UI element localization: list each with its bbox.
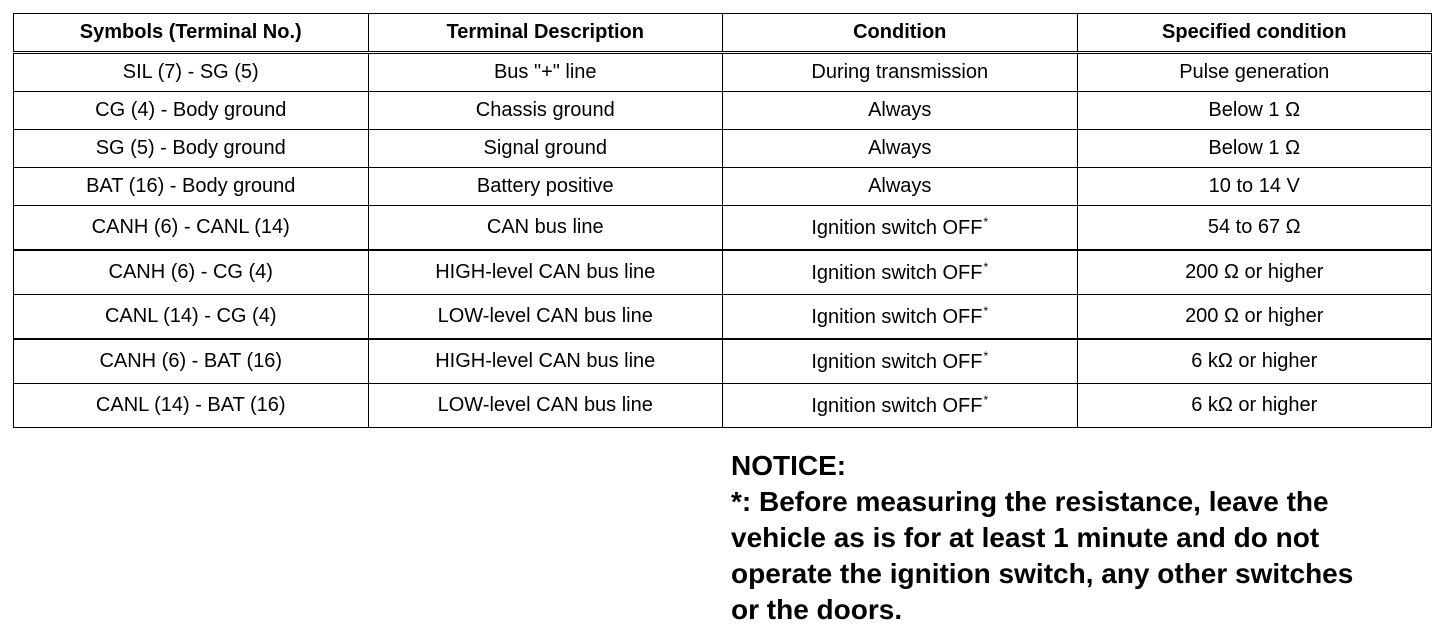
table-row	[14, 168, 1432, 206]
cell-description: HIGH-level CAN bus line	[368, 339, 723, 384]
cell-symbol: CANH (6) - CANL (14)	[14, 206, 369, 251]
footnote-marker: *	[983, 349, 989, 363]
table-header-row	[14, 14, 1432, 53]
condition-text: Ignition switch OFF	[811, 351, 983, 373]
cell-condition	[723, 130, 1078, 168]
cell-condition	[723, 384, 1078, 428]
footnote-marker: *	[983, 304, 989, 318]
cell-description: Signal ground	[368, 130, 723, 168]
cell-symbol: SG (5) - Body ground	[14, 130, 369, 168]
notice-line: *: Before measuring the resistance, leave the	[731, 486, 1329, 517]
cell-description: LOW-level CAN bus line	[368, 295, 723, 340]
terminal-spec-table	[13, 13, 1432, 428]
cell-symbol: CANH (6) - CG (4)	[14, 250, 369, 295]
cell-specified: 10 to 14 V	[1077, 168, 1432, 206]
footnote-marker: *	[983, 393, 989, 407]
cell-description: Chassis ground	[368, 92, 723, 130]
cell-symbol: CANL (14) - CG (4)	[14, 295, 369, 340]
cell-condition	[723, 339, 1078, 384]
header-symbols: Symbols (Terminal No.)	[14, 14, 369, 53]
cell-description: HIGH-level CAN bus line	[368, 250, 723, 295]
notice-line: vehicle as is for at least 1 minute and do not	[731, 522, 1320, 553]
cell-description: Bus "+" line	[368, 53, 723, 92]
condition-text: Always	[868, 99, 932, 121]
cell-specified: 54 to 67 Ω	[1077, 206, 1432, 251]
cell-symbol: CG (4) - Body ground	[14, 92, 369, 130]
table-row	[14, 53, 1432, 92]
cell-specified: Pulse generation	[1077, 53, 1432, 92]
cell-condition	[723, 295, 1078, 340]
condition-text: Ignition switch OFF	[811, 262, 983, 284]
cell-condition	[723, 206, 1078, 251]
footnote-marker: *	[983, 260, 989, 274]
cell-specified: 6 kΩ or higher	[1077, 339, 1432, 384]
cell-condition	[723, 53, 1078, 92]
cell-condition	[723, 168, 1078, 206]
cell-symbol: CANH (6) - BAT (16)	[14, 339, 369, 384]
notice-title: NOTICE:	[731, 450, 847, 481]
cell-specified: Below 1 Ω	[1077, 92, 1432, 130]
cell-symbol: BAT (16) - Body ground	[14, 168, 369, 206]
condition-text: Always	[868, 137, 932, 159]
table-row	[14, 206, 1432, 251]
cell-condition	[723, 250, 1078, 295]
cell-specified: 200 Ω or higher	[1077, 250, 1432, 295]
notice-block	[731, 448, 1431, 628]
condition-text: Always	[868, 175, 932, 197]
cell-description: CAN bus line	[368, 206, 723, 251]
cell-symbol: CANL (14) - BAT (16)	[14, 384, 369, 428]
condition-text: Ignition switch OFF	[811, 395, 983, 417]
cell-condition	[723, 92, 1078, 130]
cell-specified: 6 kΩ or higher	[1077, 384, 1432, 428]
notice-line: or the doors.	[731, 594, 903, 625]
table-row	[14, 250, 1432, 295]
header-condition: Condition	[723, 14, 1078, 53]
condition-text: Ignition switch OFF	[811, 306, 983, 328]
header-specified-condition: Specified condition	[1077, 14, 1432, 53]
header-terminal-description: Terminal Description	[368, 14, 723, 53]
cell-description: LOW-level CAN bus line	[368, 384, 723, 428]
cell-specified: Below 1 Ω	[1077, 130, 1432, 168]
table-row	[14, 384, 1432, 428]
table-row	[14, 339, 1432, 384]
condition-text: Ignition switch OFF	[811, 217, 983, 239]
footnote-marker: *	[983, 215, 989, 229]
table-row	[14, 92, 1432, 130]
cell-symbol: SIL (7) - SG (5)	[14, 53, 369, 92]
table-row	[14, 295, 1432, 340]
cell-specified: 200 Ω or higher	[1077, 295, 1432, 340]
cell-description: Battery positive	[368, 168, 723, 206]
table-row	[14, 130, 1432, 168]
notice-line: operate the ignition switch, any other switches	[731, 558, 1354, 589]
condition-text: During transmission	[811, 61, 989, 83]
